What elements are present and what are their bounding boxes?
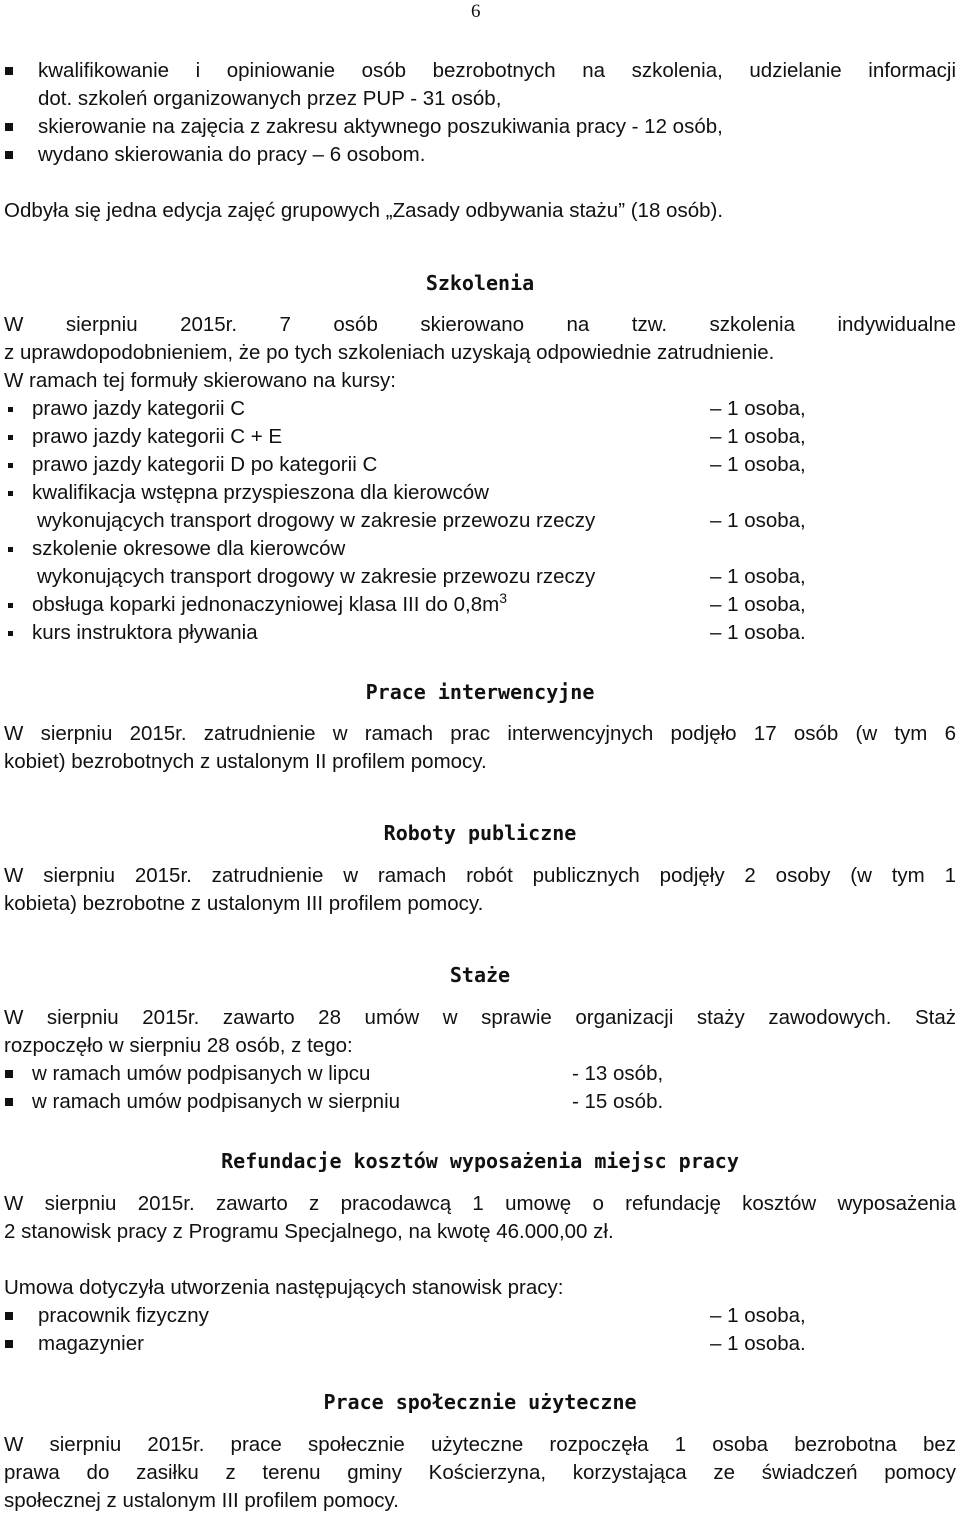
course-count: – 1 osoba, bbox=[710, 509, 806, 532]
paragraph-line: W sierpniu 2015r. zawarto 28 umów w sprawie organizacji staży zawodowych. Staż bbox=[4, 1006, 956, 1029]
bullet-icon bbox=[8, 631, 13, 636]
list-item: pracownik fizyczny bbox=[38, 1304, 209, 1327]
list-item: wydano skierowania do pracy – 6 osobom. bbox=[38, 143, 426, 166]
course-name: kwalifikacja wstępna przyspieszona dla kierowców bbox=[32, 481, 489, 504]
course-count: – 1 osoba, bbox=[710, 593, 806, 616]
course-count: – 1 osoba, bbox=[710, 565, 806, 588]
course-name: prawo jazdy kategorii C + E bbox=[32, 425, 283, 448]
section-heading: Refundacje kosztów wyposażenia miejsc pracy bbox=[221, 1149, 739, 1173]
paragraph-line: kobiet) bezrobotnych z ustalonym II profilem pomocy. bbox=[4, 750, 487, 773]
bullet-icon bbox=[8, 603, 13, 608]
section-heading: Roboty publiczne bbox=[383, 821, 577, 845]
list-item-continuation: dot. szkoleń organizowanych przez PUP - 31 osób, bbox=[38, 87, 502, 110]
list-item: skierowanie na zajęcia z zakresu aktywnego poszukiwania pracy - 12 osób, bbox=[38, 115, 723, 138]
section-heading: Prace społecznie użyteczne bbox=[323, 1390, 637, 1414]
page-number: 6 bbox=[471, 1, 481, 22]
course-name: prawo jazdy kategorii C bbox=[32, 397, 246, 420]
paragraph-line: społecznej z ustalonym III profilem pomocy. bbox=[4, 1489, 399, 1512]
bullet-icon bbox=[5, 67, 13, 75]
list-item-count: - 13 osób, bbox=[572, 1062, 664, 1085]
bullet-icon bbox=[8, 491, 13, 496]
paragraph-line: W sierpniu 2015r. zawarto z pracodawcą 1 umowę o refundację kosztów wyposażenia bbox=[4, 1192, 956, 1215]
paragraph-line: Umowa dotyczyła utworzenia następujących stanowisk pracy: bbox=[4, 1276, 564, 1299]
course-name-continuation: wykonujących transport drogowy w zakresie przewozu rzeczy bbox=[37, 509, 596, 532]
course-count: – 1 osoba, bbox=[710, 397, 806, 420]
paragraph-line: W sierpniu 2015r. zatrudnienie w ramach robót publicznych podjęły 2 osoby (w tym 1 bbox=[4, 864, 956, 887]
course-name: obsługa koparki jednonaczyniowej klasa III do $0,8m^3$ bbox=[32, 590, 508, 616]
bullet-icon bbox=[5, 123, 13, 131]
list-item-count: – 1 osoba. bbox=[710, 1332, 806, 1355]
section-heading: Szkolenia bbox=[425, 271, 535, 295]
list-item: w ramach umów podpisanych w sierpniu bbox=[32, 1090, 401, 1113]
course-count: – 1 osoba, bbox=[710, 453, 806, 476]
list-item: kwalifikowanie i opiniowanie osób bezrobotnych na szkolenia, udzielanie informacji bbox=[38, 59, 956, 82]
course-name: kurs instruktora pływania bbox=[32, 621, 258, 644]
course-count: – 1 osoba. bbox=[710, 621, 806, 644]
list-item: magazynier bbox=[38, 1332, 144, 1355]
list-item-count: - 15 osób. bbox=[572, 1090, 664, 1113]
bullet-icon bbox=[5, 1070, 13, 1078]
bullet-icon bbox=[5, 151, 13, 159]
group-session-note: Odbyła się jedna edycja zajęć grupowych „Zasady odbywania stażu” (18 osób). bbox=[4, 199, 724, 222]
course-name: prawo jazdy kategorii D po kategorii C bbox=[32, 453, 378, 476]
course-name-continuation: wykonujących transport drogowy w zakresie przewozu rzeczy bbox=[37, 565, 596, 588]
course-name: szkolenie okresowe dla kierowców bbox=[32, 537, 346, 560]
course-count: – 1 osoba, bbox=[710, 425, 806, 448]
paragraph-line: rozpoczęło w sierpniu 28 osób, z tego: bbox=[4, 1034, 353, 1057]
paragraph-line: prawa do zasiłku z terenu gminy Kościerzyna, korzystająca ze świadczeń pomocy bbox=[4, 1461, 956, 1484]
paragraph-line: kobieta) bezrobotne z ustalonym III profilem pomocy. bbox=[4, 892, 484, 915]
section-heading: Prace interwencyjne bbox=[365, 680, 595, 704]
bullet-icon bbox=[5, 1340, 13, 1348]
bullet-icon bbox=[5, 1098, 13, 1106]
paragraph-line: 2 stanowisk pracy z Programu Specjalnego, na kwotę 46.000,00 zł. bbox=[4, 1220, 614, 1243]
list-item-count: – 1 osoba, bbox=[710, 1304, 806, 1327]
paragraph-line: W sierpniu 2015r. prace społecznie użyteczne rozpoczęła 1 osoba bezrobotna bez bbox=[4, 1433, 956, 1456]
paragraph-line: W sierpniu 2015r. 7 osób skierowano na tzw. szkolenia indywidualne bbox=[4, 313, 956, 336]
list-item: w ramach umów podpisanych w lipcu bbox=[32, 1062, 371, 1085]
bullet-icon bbox=[8, 435, 13, 440]
bullet-icon bbox=[8, 547, 13, 552]
bullet-icon bbox=[5, 1312, 13, 1320]
paragraph-line: W sierpniu 2015r. zatrudnienie w ramach prac interwencyjnych podjęło 17 osób (w tym 6 bbox=[4, 722, 956, 745]
bullet-icon bbox=[8, 407, 13, 412]
bullet-icon bbox=[8, 463, 13, 468]
paragraph-line: W ramach tej formuły skierowano na kursy: bbox=[4, 369, 396, 392]
section-heading: Staże bbox=[449, 963, 511, 987]
paragraph-line: z uprawdopodobnieniem, że po tych szkoleniach uzyskają odpowiednie zatrudnienie. bbox=[4, 341, 775, 364]
superscript: 3 bbox=[499, 590, 508, 607]
